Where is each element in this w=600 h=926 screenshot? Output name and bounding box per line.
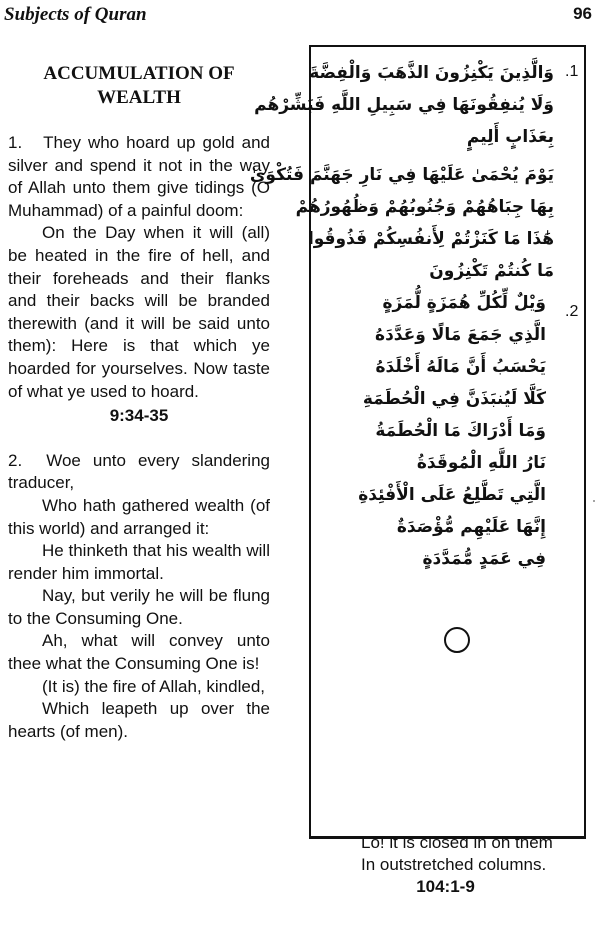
arabic-line: فِي عَمَدٍ مُّمَدَّدَةٍ [422,549,546,569]
spacer [8,428,270,450]
arabic-line: كَلَّا لَيُنبَذَنَّ فِي الْحُطَمَةِ [362,389,546,409]
passage2-paragraph-2: Who hath gathered wealth (of this world) and arranged it: [8,495,270,538]
arabic-line: وَمَا أَدْرَاكَ مَا الْحُطَمَةُ [375,421,546,441]
passage2-paragraph-3: He thinketh that his wealth will render him immortal. [8,541,270,583]
section-title-line-2: WEALTH [97,87,181,108]
arabic-line: نَارُ اللَّهِ الْمُوقَدَةُ [416,453,546,473]
arabic-line: وَيْلٌ لِّكُلِّ هُمَزَةٍ لُّمَزَةٍ [382,293,546,313]
passage2-paragraph-4: Nay, but verily he will be flung to the Consuming One. [8,586,270,628]
arabic-line: يَحْسَبُ أَنَّ مَالَهُ أَخْلَدَهُ [375,357,546,377]
passage2-paragraph-8: Lo! it is closed in on them [361,833,553,852]
passage2-paragraph-6: (It is) the fire of Allah, kindled, [42,676,265,696]
running-title: Subjects of Quran [4,4,147,25]
page-number: 96 [573,4,592,23]
arabic-line: الَّذِي جَمَعَ مَالًا وَعَدَّدَهُ [375,325,546,345]
passage1-paragraph-2: On the Day when it will (all) be heated in the fire of hell, and their foreheads and their flanks and their backs will be branded therewith (and it will be said unto them): Here is that which ye hoarded for yourselves. Now taste of what ye used to hoard. [8,223,270,401]
arabic-line: هَٰذَا مَا كَنَزْتُمْ لِأَنفُسِكُمْ فَذُوقُوا [307,229,554,249]
arabic-line: يَوْمَ يُحْمَىٰ عَلَيْهَا فِي نَارِ جَهَنَّمَ فَتُكْوَىٰ [249,165,554,185]
passage2-paragraph-1: 2. Woe unto every slandering traducer, [8,450,270,493]
arabic-line: إِنَّهَا عَلَيْهِم مُّؤْصَدَةٌ [396,517,546,537]
verse-group-number-2: .2 [565,303,579,320]
passage2-reference: 104:1-9 [416,877,475,896]
passage2-paragraph-7: Which leapeth up over the hearts (of men). [8,699,270,741]
arabic-line: وَالَّذِينَ يَكْنِزُونَ الذَّهَبَ وَالْفِضَّةَ [309,63,554,83]
arabic-block-1 [254,57,554,153]
arabic-text-box [249,45,586,839]
arabic-line: وَلَا يُنفِقُونَهَا فِي سَبِيلِ اللَّهِ فَبَشِّرْهُم [254,95,554,115]
passage1-reference: 9:34-35 [109,406,169,426]
arabic-line: مَا كُنتُمْ تَكْنِزُونَ [429,261,554,281]
arabic-line: بِعَذَابٍ أَلِيمٍ [466,127,554,147]
arabic-block-3 [325,287,546,575]
arabic-line: الَّتِي تَطَّلِعُ عَلَى الْأَفْئِدَةِ [358,485,546,505]
translation-column [8,62,270,743]
section-title-line-1: ACCUMULATION OF [43,63,235,84]
page-header [4,4,592,28]
arabic-block-2 [249,159,554,287]
arabic-line: بِهَا جِبَاهُهُمْ وَجُنُوبُهُمْ وَظُهُورُهُمْ [295,197,554,217]
end-ornament-circle [444,627,470,653]
passage2-paragraph-9: In outstretched columns. [361,855,547,874]
verse-group-number-1: .1 [565,63,579,80]
passage2-paragraph-5: Ah, what will convey unto thee what the Consuming One is! [8,631,270,674]
translation-continuation [313,832,578,898]
section-title [8,62,270,110]
speck [593,500,595,502]
passage1-paragraph-1: 1. They who hoard up gold and silver and spend it not in the way of Allah unto them give tidings (O Muhammad) of a painful doom: [8,133,270,220]
